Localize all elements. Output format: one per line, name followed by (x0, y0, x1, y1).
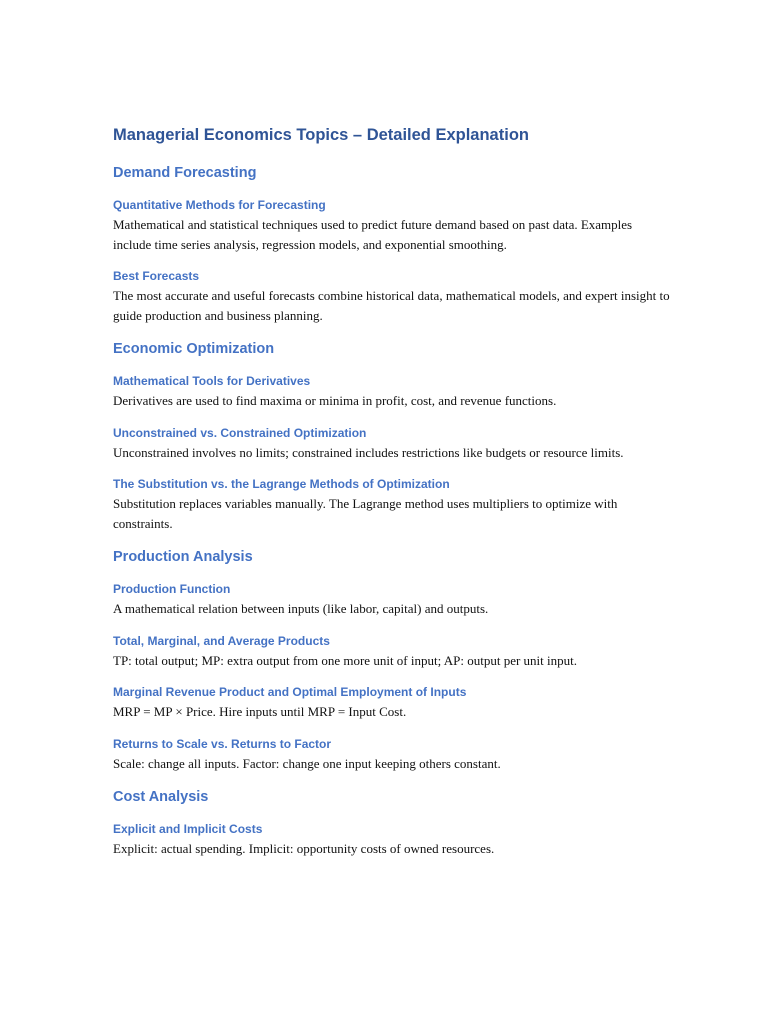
topic-text: Derivatives are used to find maxima or minima in profit, cost, and revenue functions. (113, 393, 557, 408)
topic-heading: Returns to Scale vs. Returns to Factor (113, 736, 332, 751)
topic-heading: Explicit and Implicit Costs (113, 822, 263, 836)
topic-text: MRP = MP × Price. Hire inputs until MRP = Input Cost. (113, 704, 407, 719)
section-demand-forecasting (113, 163, 673, 325)
section-cost-analysis (113, 787, 673, 859)
topic-text: A mathematical relation between inputs (like labor, capital) and outputs. (113, 601, 489, 616)
document-page (113, 124, 673, 873)
topic-text: Unconstrained involves no limits; constrained includes restrictions like budgets or resource limits. (113, 444, 624, 460)
topic-text: Substitution replaces variables manually. The Lagrange method uses multipliers to optimize with constraints. (113, 496, 618, 531)
topic-text: Mathematical and statistical techniques used to predict future demand based on past data. Examples include time series analysis, regression models, and exponential smoothing. (113, 217, 633, 252)
topic-heading: Quantitative Methods for Forecasting (113, 198, 326, 212)
topic-text: Scale: change all inputs. Factor: change one input keeping others constant. (113, 755, 501, 771)
topic-heading: Production Function (113, 582, 231, 596)
topic-text: The most accurate and useful forecasts combine historical data, mathematical models, and expert insight to guide production and business planning. (113, 288, 670, 323)
topic-text: TP: total output; MP: extra output from one more unit of input; AP: output per unit input. (113, 652, 578, 668)
topic-heading: The Substitution vs. the Lagrange Methods of Optimization (113, 477, 450, 491)
topic-heading: Mathematical Tools for Derivatives (113, 374, 311, 388)
topic-heading: Unconstrained vs. Constrained Optimization (113, 425, 367, 440)
section-heading: Production Analysis (113, 549, 253, 565)
section-heading: Cost Analysis (113, 789, 209, 805)
section-heading: Economic Optimization (113, 341, 275, 357)
section-economic-optimization (113, 339, 673, 533)
section-heading: Demand Forecasting (113, 165, 257, 181)
topic-heading: Best Forecasts (113, 269, 200, 283)
topic-heading: Marginal Revenue Product and Optimal Employment of Inputs (113, 685, 467, 699)
topic-text: Explicit: actual spending. Implicit: opportunity costs of owned resources. (113, 841, 495, 856)
topic-heading: Total, Marginal, and Average Products (113, 633, 330, 648)
section-production-analysis (113, 547, 673, 773)
document-title: Managerial Economics Topics – Detailed Explanation (113, 126, 529, 144)
